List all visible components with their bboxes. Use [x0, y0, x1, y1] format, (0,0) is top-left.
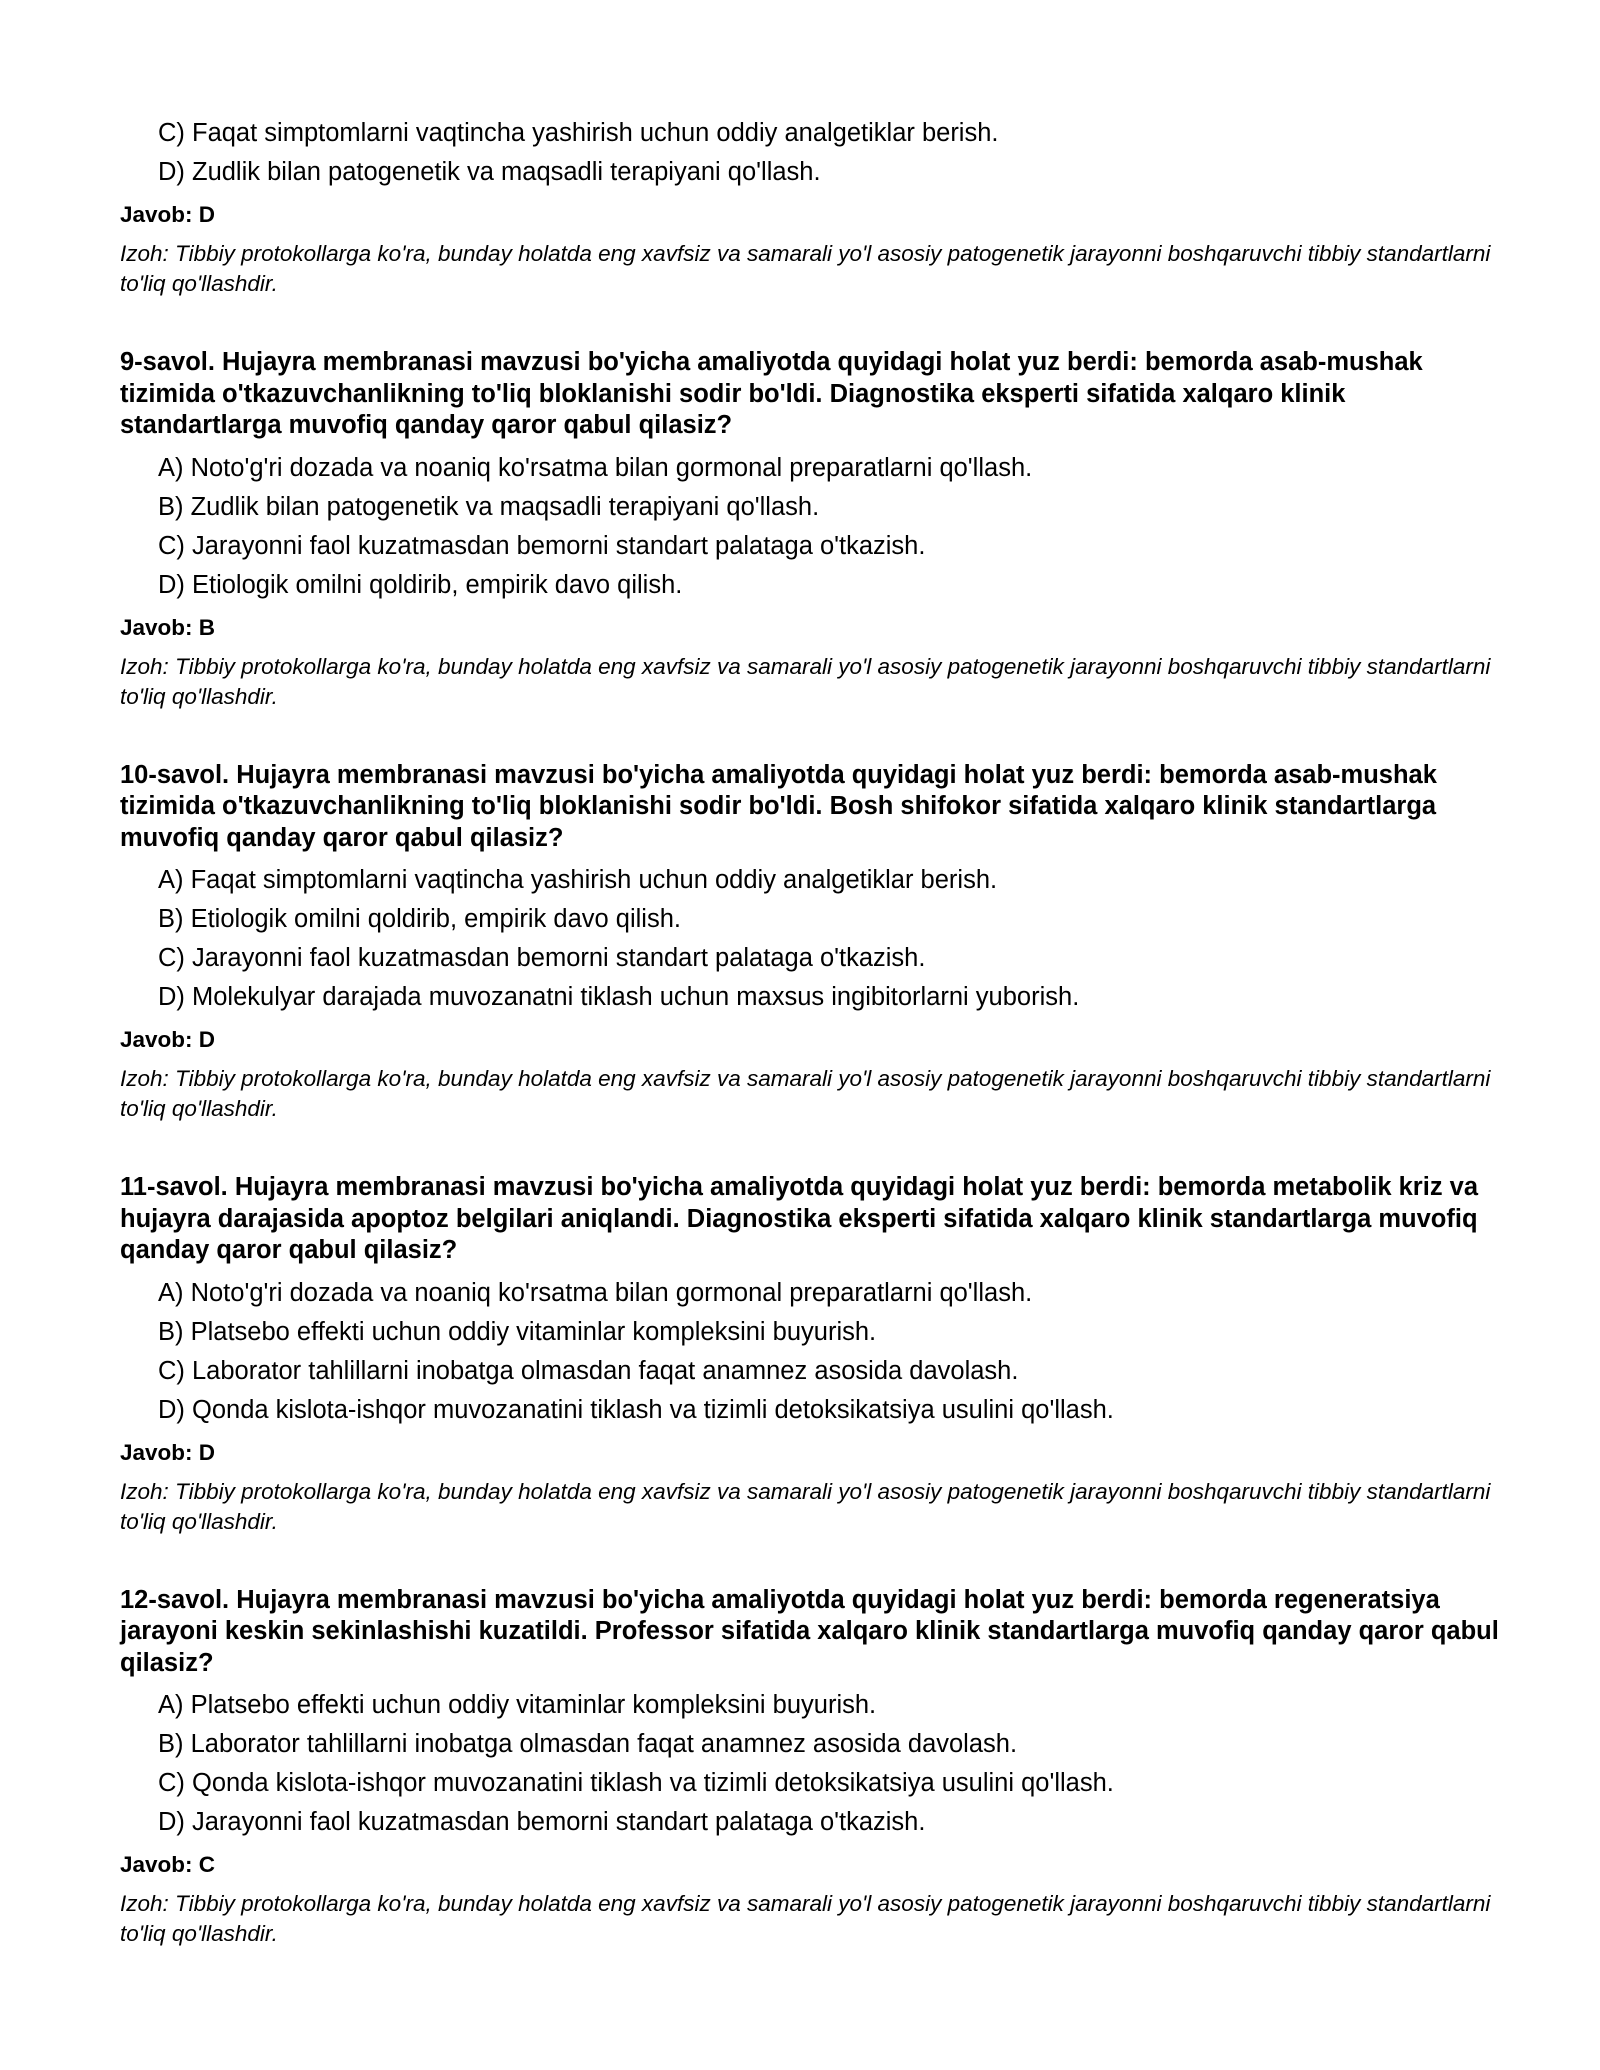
answer-option: C) Laborator tahlillarni inobatga olmasdan faqat anamnez asosida davolash.	[158, 1356, 1019, 1385]
answer-option: B) Etiologik omilni qoldirib, empirik davo qilish.	[158, 905, 681, 933]
question-8-continuation	[120, 118, 1500, 299]
answer-option: A) Noto'g'ri dozada va noaniq ko'rsatma bilan gormonal preparatlarni qo'llash.	[158, 1278, 1033, 1307]
answer-option: D) Qonda kislota-ishqor muvozanatini tiklash va tizimli detoksikatsiya usulini qo'llash.	[158, 1395, 1114, 1424]
correct-answer: Javob: D	[120, 1027, 216, 1052]
answer-option: D) Etiologik omilni qoldirib, empirik davo qilish.	[158, 570, 683, 599]
explanation-note: Izoh: Tibbiy protokollarga ko'ra, bunday holatda eng xavfsiz va samarali yo'l asosiy patogenetik jarayonni boshqaruvchi tibbiy standartlarni to'liq qo'llashdir.	[120, 1066, 1491, 1121]
explanation-note: Izoh: Tibbiy protokollarga ko'ra, bunday holatda eng xavfsiz va samarali yo'l asosiy patogenetik jarayonni boshqaruvchi tibbiy standartlarni to'liq qo'llashdir.	[120, 1891, 1491, 1946]
answer-option: C) Jarayonni faol kuzatmasdan bemorni standart palataga o'tkazish.	[158, 944, 926, 972]
question-text: 12-savol. Hujayra membranasi mavzusi bo'yicha amaliyotda quyidagi holat yuz berdi: bemorda regeneratsiya jarayoni keskin sekinlashishi kuzatildi. Professor sifatida xalqaro klinik standartlarga muvofiq qanday qaror qabul qilasiz?	[120, 1585, 1499, 1677]
correct-answer: Javob: D	[120, 202, 216, 227]
answer-option: C) Jarayonni faol kuzatmasdan bemorni standart palataga o'tkazish.	[158, 531, 926, 560]
question-text: 9-savol. Hujayra membranasi mavzusi bo'yicha amaliyotda quyidagi holat yuz berdi: bemorda asab-mushak tizimida o'tkazuvchanlikning to'liq bloklanishi sodir bo'ldi. Diagnostika eksperti sifatida xalqaro klinik standartlarga muvofiq qanday qaror qabul qilasiz?	[120, 348, 1423, 439]
document-page	[120, 118, 1500, 1949]
answer-option: C) Faqat simptomlarni vaqtincha yashirish uchun oddiy analgetiklar berish.	[158, 119, 999, 147]
question-block-12	[120, 1585, 1500, 1950]
correct-answer: Javob: B	[120, 614, 216, 640]
explanation-note: Izoh: Tibbiy protokollarga ko'ra, bunday holatda eng xavfsiz va samarali yo'l asosiy patogenetik jarayonni boshqaruvchi tibbiy standartlarni to'liq qo'llashdir.	[120, 1478, 1491, 1534]
answer-option: C) Qonda kislota-ishqor muvozanatini tiklash va tizimli detoksikatsiya usulini qo'llash.	[158, 1769, 1114, 1797]
answer-option: D) Jarayonni faol kuzatmasdan bemorni standart palataga o'tkazish.	[158, 1808, 926, 1836]
answer-option: D) Zudlik bilan patogenetik va maqsadli terapiyani qo'llash.	[158, 158, 821, 186]
correct-answer: Javob: C	[120, 1852, 216, 1877]
correct-answer: Javob: D	[120, 1439, 216, 1465]
answer-option: D) Molekulyar darajada muvozanatni tiklash uchun maxsus ingibitorlarni yuborish.	[158, 983, 1080, 1011]
answer-option: A) Faqat simptomlarni vaqtincha yashirish uchun oddiy analgetiklar berish.	[158, 866, 998, 894]
question-text: 11-savol. Hujayra membranasi mavzusi bo'yicha amaliyotda quyidagi holat yuz berdi: bemorda metabolik kriz va hujayra darajasida apoptoz belgilari aniqlandi. Diagnostika eksperti sifatida xalqaro klinik standartlarga muvofiq qanday qaror qabul qilasiz?	[120, 1173, 1479, 1264]
explanation-note: Izoh: Tibbiy protokollarga ko'ra, bunday holatda eng xavfsiz va samarali yo'l asosiy patogenetik jarayonni boshqaruvchi tibbiy standartlarni to'liq qo'llashdir.	[120, 653, 1491, 709]
answer-option: B) Platsebo effekti uchun oddiy vitaminlar kompleksini buyurish.	[158, 1317, 877, 1346]
question-block-10	[120, 760, 1500, 1125]
question-block-9	[120, 347, 1500, 712]
question-block-11	[120, 1172, 1500, 1537]
answer-option: B) Laborator tahlillarni inobatga olmasdan faqat anamnez asosida davolash.	[158, 1730, 1018, 1758]
answer-option: A) Noto'g'ri dozada va noaniq ko'rsatma bilan gormonal preparatlarni qo'llash.	[158, 453, 1033, 482]
explanation-note: Izoh: Tibbiy protokollarga ko'ra, bunday holatda eng xavfsiz va samarali yo'l asosiy patogenetik jarayonni boshqaruvchi tibbiy standartlarni to'liq qo'llashdir.	[120, 241, 1491, 296]
answer-option: A) Platsebo effekti uchun oddiy vitaminlar kompleksini buyurish.	[158, 1691, 877, 1719]
answer-option: B) Zudlik bilan patogenetik va maqsadli terapiyani qo'llash.	[158, 492, 820, 521]
question-text: 10-savol. Hujayra membranasi mavzusi bo'yicha amaliyotda quyidagi holat yuz berdi: bemorda asab-mushak tizimida o'tkazuvchanlikning to'liq bloklanishi sodir bo'ldi. Bosh shifokor sifatida xalqaro klinik standartlarga muvofiq qanday qaror qabul qilasiz?	[120, 760, 1437, 852]
